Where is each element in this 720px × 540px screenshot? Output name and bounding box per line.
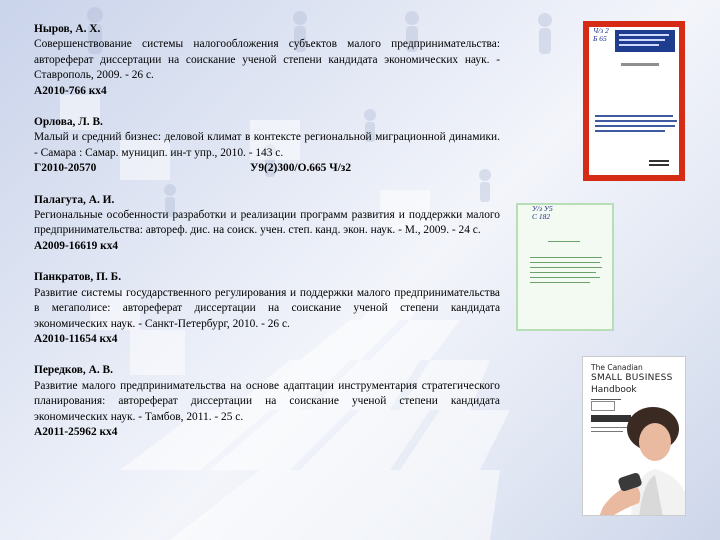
entry-author: Передков, А. В. [34,364,113,377]
bibliography-list [34,22,500,440]
cover-title-line: Handbook [591,385,637,395]
library-stamp: У/з У5 С 182 [532,204,553,221]
entry-description: Совершенствование системы налогообложения субъектов малого предпринимательства: автореферат диссертации на соискание ученой степени кандидата экономических наук. - Ставрополь, 2009. - 26 с. [34,38,500,82]
entry-classification-code: У9(2)300/О.665 Ч/з2 [250,162,352,175]
author-photo [583,357,686,516]
cover-title-line: SMALL BUSINESS [591,373,673,383]
entry-author: Ныров, А. Х. [34,23,101,35]
book-cover-nyrov [583,21,685,181]
bibliography-entry [34,270,500,347]
entry-shelf-code: А2010-11654 кх4 [34,332,118,345]
cover-author-line [621,63,659,66]
entry-author: Орлова, Л. В. [34,116,103,129]
library-stamp: Ч/з 2 Б 65 [593,26,609,43]
entry-shelf-codes [34,161,500,176]
entry-description: Развитие системы государственного регулирования и поддержки малого предпринимательства в мегаполисе: автореферат диссертации на соискание ученой степени кандидата экономических наук. - Санкт-Петербург, 2010. - 26 с. [34,286,500,330]
entry-shelf-code: А2010-766 кх4 [34,84,107,97]
bibliography-entry [34,193,500,255]
entry-description: Развитие малого предпринимательства на основе адаптации инструментария стратегического планирования: автореферат диссертации на соискание ученой степени кандидата экономических наук. - Тамбов, 2011. - 25 с. [34,379,500,423]
bibliography-entry [34,363,500,440]
bibliography-entry [34,22,500,99]
cover-title-band [615,30,675,52]
entry-shelf-code: Г2010-20570 [34,162,97,175]
book-cover-small-business-handbook [582,356,686,516]
entry-shelf-code: А2011-25962 кх4 [34,425,118,438]
entry-shelf-code: А2009-16619 кх4 [34,239,119,252]
entry-author: Палагута, А. И. [34,193,115,206]
book-cover-palaguta [516,203,614,331]
entry-description: Малый и средний бизнес: деловой климат в контексте региональной миграционной динамики. - Самара : Самар. муницип. ин-т упр., 2010. - 143 с. [34,131,500,159]
cover-title-line: The Canadian [591,363,643,372]
entry-author: Панкратов, П. Б. [34,271,122,284]
entry-description: Региональные особенности разработки и реализации программ развития и поддержки малого предпринимательства: автореф. дис. на соиск. учен. степ. канд. экон. наук. - М., 2009. - 24 с. [34,209,500,237]
cover-imprint [649,160,669,162]
bibliography-entry [34,115,500,177]
